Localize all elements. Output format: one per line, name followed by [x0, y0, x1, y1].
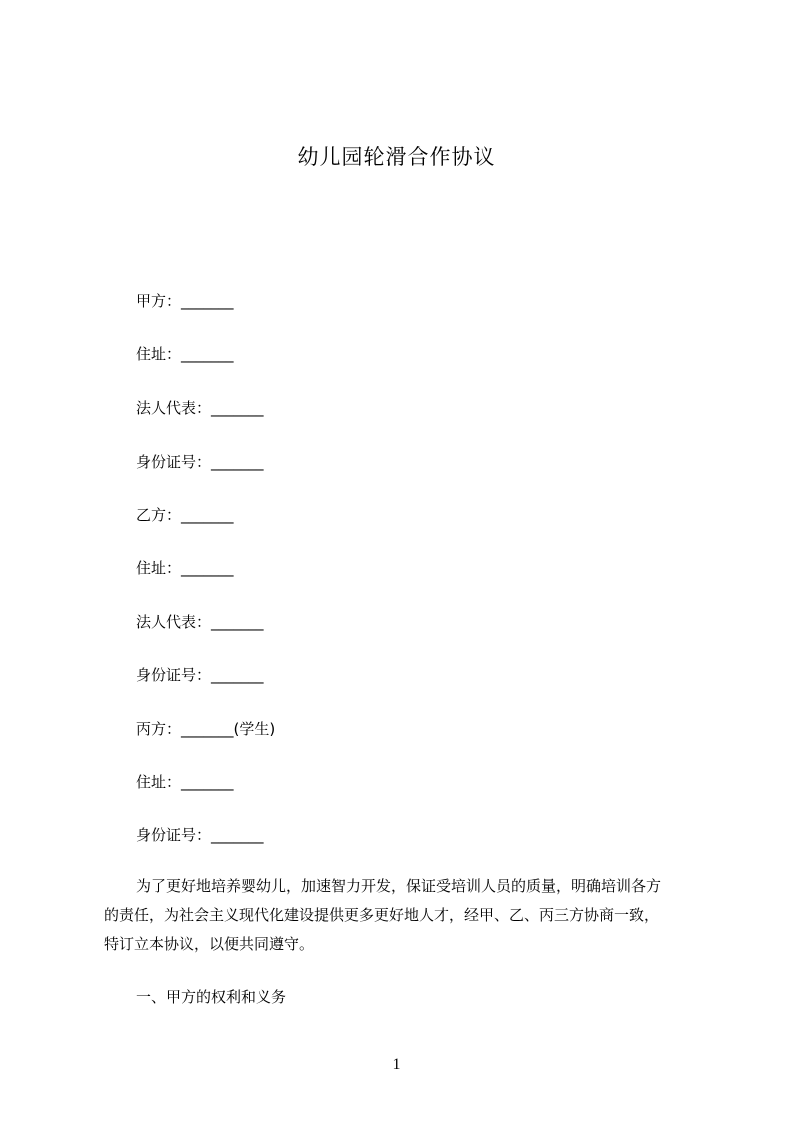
field-label: 丙方： — [136, 720, 182, 738]
field-party-b-legal-rep — [136, 611, 264, 633]
field-party-a-legal-rep — [136, 397, 264, 419]
field-party-a-address — [136, 343, 234, 365]
field-blank: _______ — [181, 345, 234, 363]
field-blank: _______ — [181, 506, 234, 524]
field-label: 住址： — [136, 559, 182, 577]
field-party-c — [136, 718, 275, 740]
field-label: 身份证号： — [136, 453, 212, 471]
field-label: 乙方： — [136, 506, 182, 524]
field-blank: _______ — [181, 292, 234, 310]
field-party-a-id-number — [136, 451, 264, 473]
field-party-b-address — [136, 557, 234, 579]
document-title: 幼儿园轮滑合作协议 — [297, 145, 496, 169]
section-heading: 一、甲方的权利和义务 — [136, 988, 287, 1006]
field-blank: _______ — [181, 559, 234, 577]
field-blank: _______ — [211, 666, 264, 684]
intro-paragraph — [104, 872, 694, 959]
field-label: 法人代表： — [136, 613, 212, 631]
field-label: 身份证号： — [136, 666, 212, 684]
field-party-b — [136, 504, 234, 526]
field-blank: _______ — [211, 613, 264, 631]
paragraph-line: 特订立本协议，以便共同遵守。 — [104, 935, 315, 953]
field-blank: _______ — [211, 826, 264, 844]
paragraph-line: 的责任，为社会主义现代化建设提供更多更好地人才，经甲、乙、丙三方协商一致， — [104, 906, 660, 924]
field-suffix: (学生) — [233, 720, 276, 738]
field-party-c-id-number — [136, 824, 264, 846]
field-blank: _______ — [181, 720, 234, 738]
field-blank: _______ — [211, 453, 264, 471]
page-number: 1 — [392, 1056, 401, 1073]
field-party-a — [136, 290, 234, 312]
field-label: 法人代表： — [136, 399, 212, 417]
field-blank: _______ — [181, 773, 234, 791]
field-label: 住址： — [136, 345, 182, 363]
field-label: 住址： — [136, 773, 182, 791]
field-blank: _______ — [211, 399, 264, 417]
field-label: 甲方： — [136, 292, 182, 310]
paragraph-line: 为了更好地培养婴幼儿，加速智力开发，保证受培训人员的质量，明确培训各方 — [136, 877, 662, 895]
field-party-c-address — [136, 771, 234, 793]
field-label: 身份证号： — [136, 826, 212, 844]
field-party-b-id-number — [136, 664, 264, 686]
